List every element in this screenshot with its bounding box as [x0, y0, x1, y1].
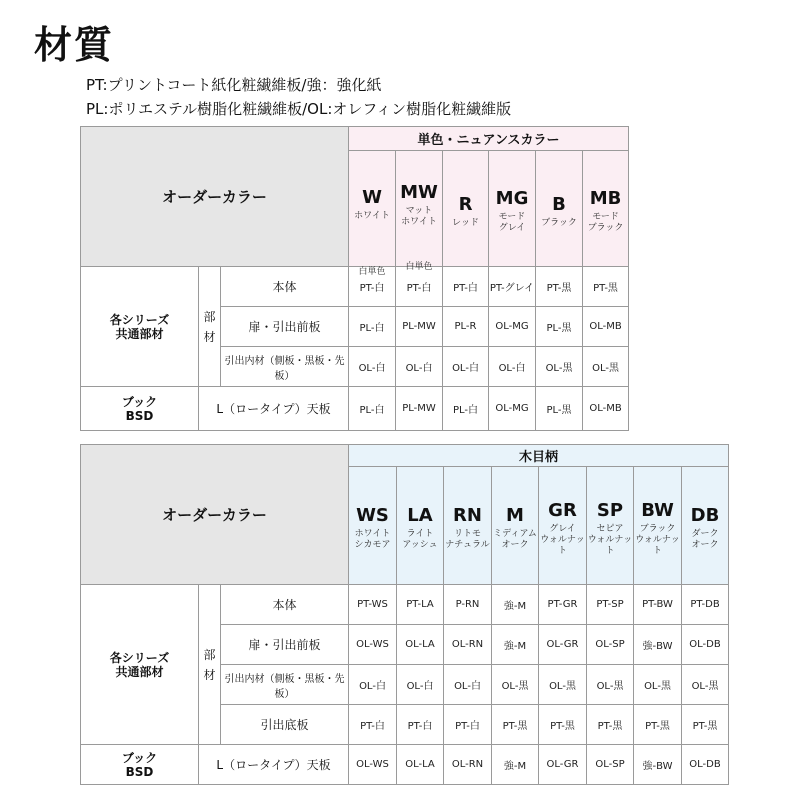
material-cell: P-RN: [444, 585, 492, 625]
material-cell: PT-黒: [634, 705, 682, 745]
wood-grain-material-table: [80, 444, 729, 785]
material-cell: PT-GR: [539, 585, 587, 625]
color-header-m: [492, 467, 539, 585]
material-cell: PL-白: [349, 307, 396, 347]
material-cell: PL-MW: [396, 307, 443, 347]
row-label: 引出内材（側板・黒板・先板）: [221, 347, 349, 387]
material-cell: PT-BW: [634, 585, 682, 625]
material-cell: OL-黒: [682, 665, 729, 705]
material-cell: OL-MB: [583, 387, 629, 431]
material-cell: PT-黒: [587, 705, 634, 745]
material-cell: OL-黒: [539, 665, 587, 705]
material-cell: OL-白: [443, 347, 489, 387]
color-header-b: [536, 151, 583, 267]
color-code: MW: [400, 181, 438, 203]
book-bsd-label: ブック BSD: [81, 745, 199, 785]
material-cell: PL-白: [349, 387, 396, 431]
color-name: モード ブラック: [587, 212, 624, 233]
material-cell: PL-白: [443, 387, 489, 431]
material-cell: PT-白: [349, 267, 396, 307]
color-code: RN: [453, 505, 482, 526]
color-name: セピア ウォルナット: [587, 523, 633, 556]
material-cell: OL-LA: [397, 745, 444, 785]
color-header-la: [397, 467, 444, 585]
color-code: BW: [641, 499, 674, 521]
legend-line-2: PL:ポリエステル樹脂化粧繊維板/OL:オレフィン樹脂化粧繊維版: [86, 100, 512, 118]
color-header-mg: [489, 151, 536, 267]
color-name: グレイ ウォルナット: [540, 523, 585, 556]
material-cell: OL-SP: [587, 625, 634, 665]
color-name: レッド: [452, 217, 479, 228]
book-row-label: L（ロータイプ）天板: [199, 745, 349, 785]
material-cell: PT-黒: [539, 705, 587, 745]
color-name: マット ホワイト: [401, 205, 437, 227]
material-cell: 強-M: [492, 745, 539, 785]
material-cell: OL-WS: [349, 745, 397, 785]
material-cell: PT-白: [397, 705, 444, 745]
material-cell: PT-WS: [349, 585, 397, 625]
parts-label: 部 材: [199, 585, 221, 745]
material-cell: OL-白: [396, 347, 443, 387]
color-header-w: [349, 151, 396, 277]
color-header-gr: [539, 467, 587, 585]
color-name: ホワイト: [354, 211, 390, 221]
material-cell: 強-M: [492, 585, 539, 625]
color-name: リトモ ナチュラル: [445, 529, 490, 550]
material-cell: PT-黒: [536, 267, 583, 307]
color-code: GR: [548, 499, 577, 521]
material-cell: OL-黒: [587, 665, 634, 705]
material-cell: OL-白: [444, 665, 492, 705]
color-header-rn: [444, 467, 492, 585]
material-cell: OL-DB: [682, 745, 729, 785]
row-label: 扉・引出前板: [221, 625, 349, 665]
material-cell: OL-MG: [489, 307, 536, 347]
material-cell: OL-RN: [444, 625, 492, 665]
order-color-header: オーダーカラー: [81, 445, 349, 585]
parts-label: 部 材: [199, 267, 221, 387]
row-label: 扉・引出前板: [221, 307, 349, 347]
material-cell: OL-MB: [583, 307, 629, 347]
material-cell: 強-M: [492, 625, 539, 665]
page-title: 材質: [34, 23, 115, 67]
color-header-db: [682, 467, 729, 585]
color-name: ミディアム オーク: [493, 529, 537, 550]
color-code: R: [458, 193, 473, 215]
material-cell: OL-WS: [349, 625, 397, 665]
color-code: MB: [589, 188, 622, 209]
series-common-parts-label: 各シリーズ 共通部材: [81, 585, 199, 745]
color-code: DB: [690, 505, 720, 526]
color-name: モード グレイ: [498, 212, 526, 233]
material-cell: PT-DB: [682, 585, 729, 625]
color-code: MG: [495, 188, 529, 209]
material-cell: PT-グレイ: [489, 267, 536, 307]
material-cell: PT-白: [444, 705, 492, 745]
material-cell: OL-GR: [539, 625, 587, 665]
material-cell: 強-BW: [634, 625, 682, 665]
legend-line-1: PT:プリントコート紙化粧繊維板/強：強化紙: [86, 76, 382, 94]
material-cell: OL-RN: [444, 745, 492, 785]
color-note: 白単色: [358, 267, 386, 277]
color-note: 白単色: [405, 261, 433, 272]
color-code: M: [506, 505, 524, 526]
solid-color-material-table: [80, 126, 629, 431]
material-cell: PT-黒: [583, 267, 629, 307]
material-cell: OL-DB: [682, 625, 729, 665]
material-cell: 強-BW: [634, 745, 682, 785]
material-cell: OL-白: [349, 347, 396, 387]
row-label: 引出内材（側板・黒板・先板）: [221, 665, 349, 705]
color-code: SP: [596, 499, 624, 521]
color-name: ブラック ウォルナット: [635, 523, 680, 556]
group-title: 単色・ニュアンスカラー: [349, 127, 629, 151]
color-code: LA: [407, 505, 433, 526]
material-cell: PT-白: [349, 705, 397, 745]
color-code: W: [362, 187, 382, 208]
row-label: 本体: [221, 267, 349, 307]
row-label: 引出底板: [221, 705, 349, 745]
color-name: ライト アッシュ: [402, 529, 438, 550]
book-row-label: L（ロータイプ）天板: [199, 387, 349, 431]
material-cell: OL-白: [397, 665, 444, 705]
group-title: 木目柄: [349, 445, 729, 467]
material-cell: OL-白: [489, 347, 536, 387]
color-code: B: [552, 193, 566, 215]
material-cell: PT-LA: [397, 585, 444, 625]
material-cell: OL-黒: [634, 665, 682, 705]
material-cell: PL-MW: [396, 387, 443, 431]
material-cell: PL-黒: [536, 387, 583, 431]
material-cell: PL-黒: [536, 307, 583, 347]
material-cell: OL-LA: [397, 625, 444, 665]
color-name: ダーク オーク: [691, 529, 719, 550]
material-cell: OL-白: [349, 665, 397, 705]
material-cell: PT-SP: [587, 585, 634, 625]
color-header-r: [443, 151, 489, 267]
color-header-mb: [583, 151, 629, 267]
color-header-ws: [349, 467, 397, 585]
series-common-parts-label: 各シリーズ 共通部材: [81, 267, 199, 387]
material-cell: PT-黒: [682, 705, 729, 745]
material-cell: OL-GR: [539, 745, 587, 785]
color-code: WS: [356, 505, 389, 526]
book-bsd-label: ブック BSD: [81, 387, 199, 431]
row-label: 本体: [221, 585, 349, 625]
material-cell: OL-SP: [587, 745, 634, 785]
material-cell: OL-黒: [583, 347, 629, 387]
color-header-bw: [634, 467, 682, 585]
order-color-header: オーダーカラー: [81, 127, 349, 267]
material-cell: PT-黒: [492, 705, 539, 745]
material-cell: PL-R: [443, 307, 489, 347]
material-cell: OL-黒: [492, 665, 539, 705]
material-cell: OL-MG: [489, 387, 536, 431]
color-header-mw: [396, 151, 443, 272]
color-name: ブラック: [541, 217, 577, 228]
material-cell: PT-白: [396, 267, 443, 307]
color-header-sp: [587, 467, 634, 585]
material-cell: PT-白: [443, 267, 489, 307]
color-name: ホワイト シカモア: [354, 529, 391, 550]
material-cell: OL-黒: [536, 347, 583, 387]
